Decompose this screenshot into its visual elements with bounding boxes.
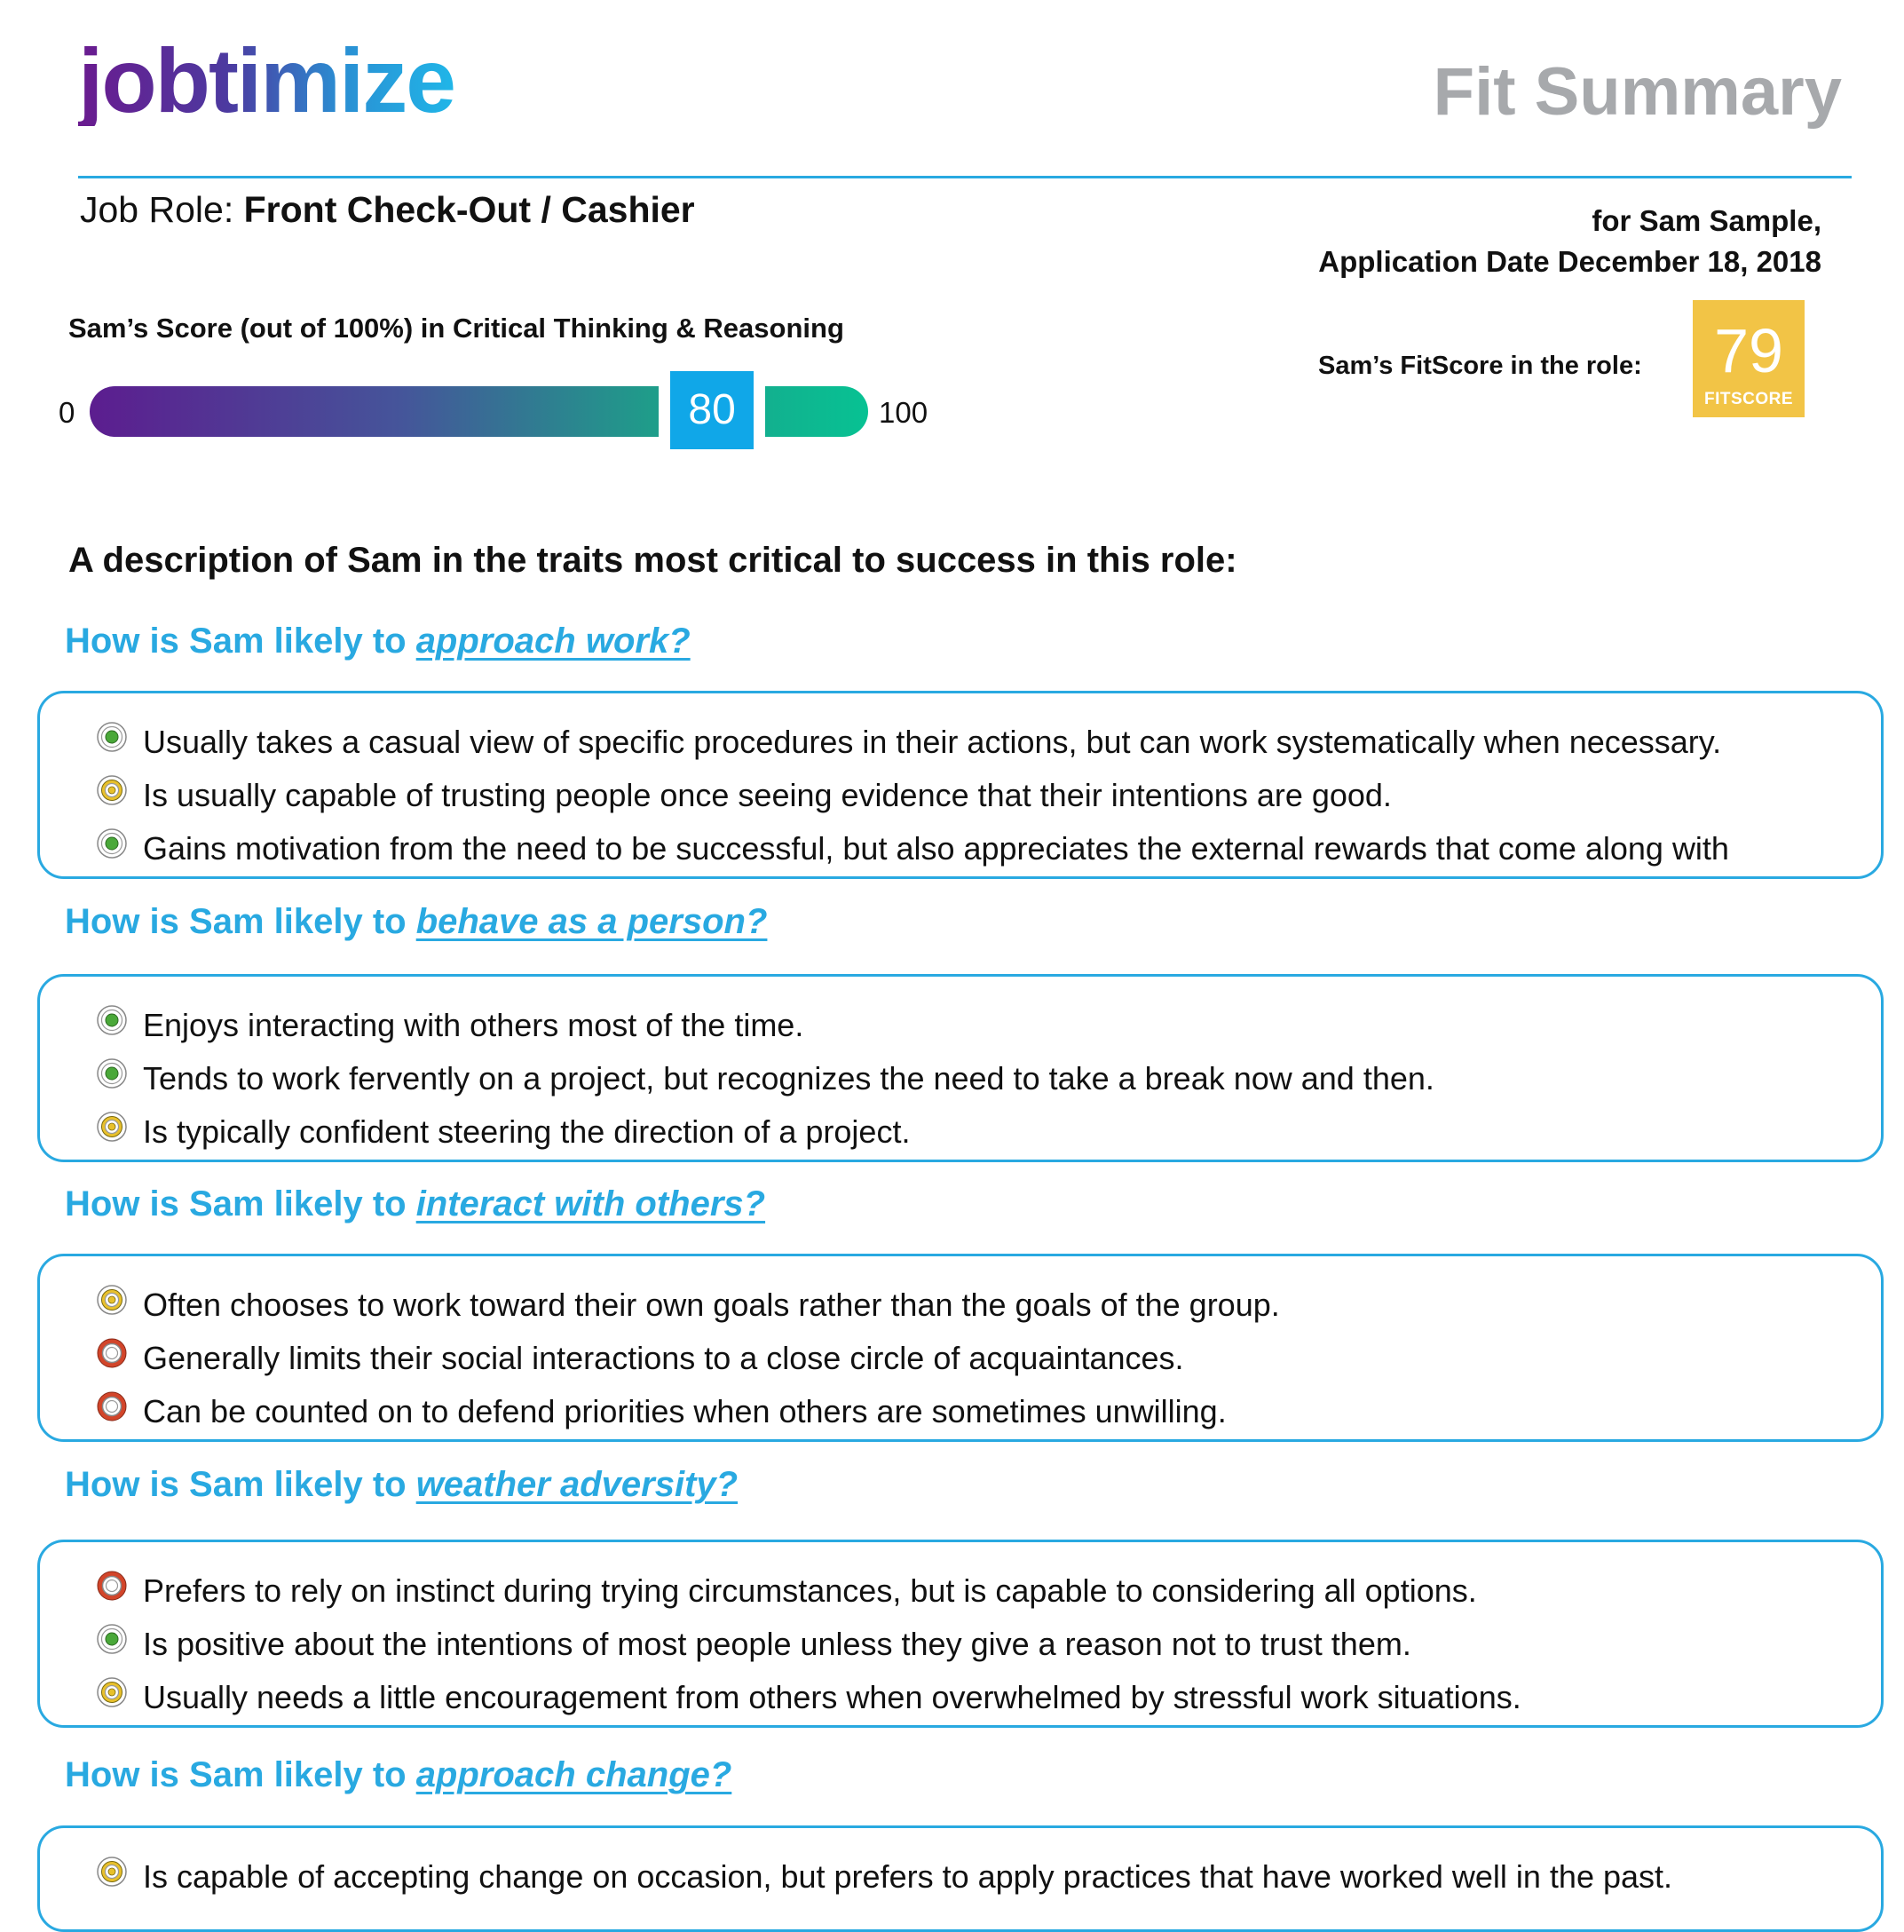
section-question-prefix: How is Sam likely to (65, 622, 416, 661)
job-role-value: Front Check-Out / Cashier (243, 189, 695, 230)
green-target-icon (96, 1004, 128, 1036)
trait-item: Usually takes a casual view of specific procedures in their actions, but can work systematically when necessary. (143, 724, 1722, 760)
yellow-target-icon (96, 1284, 128, 1316)
trait-box (37, 1254, 1884, 1442)
fitscore-caption: FITSCORE (1703, 390, 1794, 408)
trait-box (37, 1825, 1884, 1932)
applicant-name: for Sam Sample, (1592, 204, 1821, 237)
trait-item: Can be counted on to defend priorities when others are sometimes unwilling. (143, 1393, 1227, 1429)
fitscore-badge (1693, 300, 1805, 417)
trait-item: Usually needs a little encouragement from others when overwhelmed by stressful work situations. (143, 1679, 1521, 1715)
score-scale-max: 100 (879, 396, 928, 429)
trait-box (37, 691, 1884, 879)
trait-item: Is capable of accepting change on occasion, but prefers to apply practices that have worked well in the past. (143, 1858, 1673, 1895)
score-scale-min: 0 (59, 396, 75, 429)
section-question (65, 902, 767, 942)
yellow-target-icon (96, 1111, 128, 1143)
section-topic-link[interactable]: behave as a person? (415, 902, 768, 941)
fitscore-label: Sam’s FitScore in the role: (1318, 352, 1642, 380)
yellow-target-icon (96, 774, 128, 806)
trait-item: Generally limits their social interactions to a close circle of acquaintances. (143, 1340, 1184, 1376)
trait-box (37, 974, 1884, 1162)
trait-item: Prefers to rely on instinct during trying circumstances, but is capable to considering all options. (143, 1572, 1477, 1609)
section-question (65, 1184, 765, 1224)
green-target-icon (96, 1057, 128, 1089)
trait-item: Is positive about the intentions of most people unless they give a reason not to trust them. (143, 1626, 1411, 1662)
section-question (65, 622, 691, 661)
green-target-icon (96, 1623, 128, 1655)
yellow-target-icon (96, 1856, 128, 1888)
description-heading: A description of Sam in the traits most critical to success in this role: (68, 541, 1237, 580)
section-question-prefix: How is Sam likely to (65, 902, 416, 941)
yellow-target-icon (96, 1676, 128, 1708)
section-question-prefix: How is Sam likely to (65, 1755, 416, 1794)
header-divider (78, 176, 1852, 178)
application-date: Application Date December 18, 2018 (1318, 245, 1821, 278)
section-topic-link[interactable]: interact with others? (415, 1184, 766, 1223)
job-role (80, 188, 695, 232)
section-topic-link[interactable]: approach change? (415, 1755, 732, 1794)
trait-item: Gains motivation from the need to be successful, but also appreciates the external rewards that come along with (143, 830, 1729, 867)
trait-box (37, 1540, 1884, 1728)
red-target-icon (96, 1390, 128, 1422)
trait-item: Tends to work fervently on a project, but recognizes the need to take a break now and then. (143, 1060, 1434, 1097)
section-question (65, 1465, 738, 1505)
green-target-icon (96, 827, 128, 859)
trait-item: Is typically confident steering the direction of a project. (143, 1113, 911, 1150)
red-target-icon (96, 1570, 128, 1602)
section-question (65, 1755, 731, 1795)
fitscore-value: 79 (1714, 316, 1783, 385)
score-marker: 80 (670, 371, 754, 449)
score-label: Sam’s Score (out of 100%) in Critical Thinking & Reasoning (68, 313, 844, 344)
section-topic-link[interactable]: approach work? (415, 622, 691, 661)
section-topic-link[interactable]: weather adversity? (415, 1465, 739, 1504)
section-question-prefix: How is Sam likely to (65, 1465, 416, 1504)
green-target-icon (96, 721, 128, 753)
trait-item: Often chooses to work toward their own goals rather than the goals of the group. (143, 1287, 1280, 1323)
page-title: Fit Summary (1433, 54, 1842, 130)
section-question-prefix: How is Sam likely to (65, 1184, 416, 1223)
applicant-info (1318, 201, 1821, 282)
trait-item: Enjoys interacting with others most of the time. (143, 1007, 804, 1043)
red-target-icon (96, 1337, 128, 1369)
jobtimize-logo: jobtimize (78, 30, 455, 131)
trait-item: Is usually capable of trusting people once seeing evidence that their intentions are good. (143, 777, 1392, 813)
job-role-label: Job Role: (80, 189, 234, 230)
